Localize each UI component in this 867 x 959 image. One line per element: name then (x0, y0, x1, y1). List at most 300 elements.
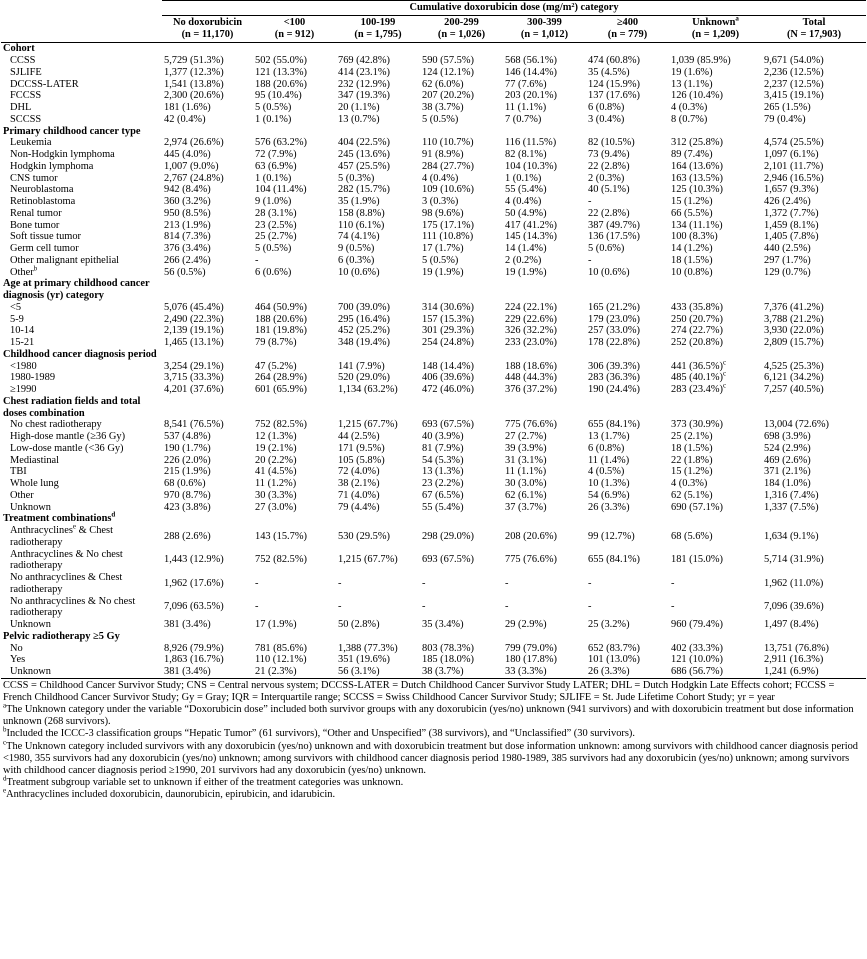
cell-value: 655 (84.1%) (588, 554, 640, 566)
table-cell (420, 267, 503, 279)
table-cell (762, 114, 866, 126)
table-cell (669, 161, 762, 173)
row-label-text: 1980-1989 (10, 372, 56, 384)
table-cell (253, 337, 336, 349)
table-cell (336, 384, 420, 396)
cell-value: 2,139 (19.1%) (164, 325, 224, 337)
table-cell (253, 314, 336, 326)
cell-value: 474 (60.8%) (588, 55, 640, 66)
table-cell (336, 466, 420, 478)
cell-value: 9 (1.0%) (255, 196, 292, 207)
column-header (762, 15, 866, 43)
table-cell (162, 220, 253, 232)
cell-value: 208 (20.6%) (505, 530, 557, 542)
empty-cell (503, 43, 586, 55)
cell-value: 226 (2.0%) (164, 454, 211, 466)
table-cell (336, 337, 420, 349)
table-cell (762, 55, 866, 67)
empty-cell (420, 631, 503, 643)
cell-value: 105 (5.8%) (338, 454, 385, 466)
table-cell (336, 90, 420, 102)
empty-cell (162, 631, 253, 643)
cell-value: 371 (2.1%) (764, 466, 811, 478)
cell-value: 799 (79.0%) (505, 642, 557, 654)
table-cell (162, 184, 253, 196)
cell-value: 2,974 (26.6%) (164, 137, 224, 149)
cell-value: 373 (30.9%) (671, 419, 723, 431)
cell-value: 33 (3.3%) (505, 666, 547, 677)
table-cell (420, 654, 503, 666)
row-label-text: Retinoblastoma (10, 196, 76, 207)
table-cell (420, 466, 503, 478)
cell-value: 148 (14.4%) (422, 360, 474, 372)
cell-value: 970 (8.7%) (164, 489, 211, 501)
table-cell (162, 255, 253, 267)
table-cell (503, 525, 586, 549)
cell-value: 282 (15.7%) (338, 184, 390, 196)
row-label (1, 572, 162, 596)
table-cell (586, 384, 669, 396)
cell-value: 136 (17.5%) (588, 231, 640, 243)
cell-value: 1,337 (7.5%) (764, 501, 819, 513)
table-cell (762, 67, 866, 79)
table-cell (162, 361, 253, 373)
column-header (420, 15, 503, 43)
table-cell (162, 243, 253, 255)
table-cell (586, 502, 669, 514)
empty-cell (420, 396, 503, 420)
cell-value: 4 (0.4%) (422, 172, 459, 184)
cell-value: 423 (3.8%) (164, 501, 211, 513)
cell-value: 38 (3.7%) (422, 102, 464, 113)
table-cell (162, 419, 253, 431)
cell-value: 4 (0.5%) (588, 466, 625, 478)
table-cell (586, 255, 669, 267)
cell-value: 207 (20.2%) (422, 90, 474, 102)
empty-cell (420, 278, 503, 302)
cell-value: 23 (2.5%) (255, 219, 297, 231)
cell-value: 181 (15.0%) (671, 554, 723, 566)
cell-value: 5 (0.3%) (338, 172, 375, 184)
cell-value: 3 (0.3%) (422, 196, 459, 207)
column-header (162, 15, 253, 43)
cell-value: 62 (6.1%) (505, 489, 547, 501)
table-cell (420, 255, 503, 267)
table-cell (586, 114, 669, 126)
table-row (1, 102, 866, 114)
table-cell (420, 302, 503, 314)
cell-value: 441 (36.5%) (671, 360, 723, 372)
cell-value: 12 (1.3%) (255, 431, 297, 442)
row-label-text: Hodgkin lymphoma (10, 160, 94, 172)
cell-value: 72 (4.0%) (338, 466, 380, 478)
table-cell (503, 443, 586, 455)
table-cell (503, 337, 586, 349)
footnote-text: The Unknown category included survivors with any doxorubicin (yes/no) unknown and with doxorubicin treatment but dose information unknown: among survivors with childhood cancer diagnosis period <1980, 355 survivors had any doxorubicin (yes/no) unknown; among survivors with childhood cancer diagnosis period 1980-1989, 385 survivors had any doxorubicin (yes/no) unknown; among survivors with childhood cancer diagnosis period ≥1990, 201 survivors had any doxorubicin (yes/no) unknown. (3, 740, 858, 776)
table-cell (253, 102, 336, 114)
cell-value: 752 (82.5%) (255, 419, 307, 431)
table-cell (420, 455, 503, 467)
section-row (1, 126, 866, 138)
row-label (1, 372, 162, 384)
cell-value: 537 (4.8%) (164, 431, 211, 442)
row-label-text: No anthracyclines & Chest radiotherapy (10, 572, 123, 595)
table-cell (503, 314, 586, 326)
table-cell (586, 161, 669, 173)
empty-cell (336, 278, 420, 302)
table-cell (503, 149, 586, 161)
table-cell (162, 549, 253, 573)
row-label-text: Age at primary childhood cancer diagnosis (yr) category (3, 278, 150, 301)
cell-value: 10 (0.6%) (338, 266, 380, 278)
cell-value: 7,096 (63.5%) (164, 601, 224, 613)
table-cell (420, 596, 503, 620)
row-label (1, 443, 162, 455)
cell-value: 2 (0.2%) (505, 254, 542, 266)
cell-value: 417 (41.2%) (505, 219, 557, 231)
footnote-marker: b (3, 725, 7, 734)
row-label-text: Unknown (10, 666, 51, 677)
cell-value: 3,788 (21.2%) (764, 313, 824, 325)
cell-value: 163 (13.5%) (671, 172, 723, 184)
table-cell (503, 654, 586, 666)
footnote-marker: a (3, 701, 7, 710)
cell-value: 29 (2.9%) (505, 619, 547, 630)
table-cell (420, 55, 503, 67)
table-row (1, 208, 866, 220)
table-cell (503, 666, 586, 678)
row-label-text: Cohort (3, 43, 35, 55)
table-cell (586, 325, 669, 337)
cell-value: 89 (7.4%) (671, 149, 713, 160)
table-cell (162, 196, 253, 208)
cell-value: 15 (1.2%) (671, 196, 713, 207)
cell-value: 2,300 (20.6%) (164, 90, 224, 102)
table-cell (503, 173, 586, 185)
cell-value: 19 (1.9%) (505, 266, 547, 278)
cell-value: 190 (1.7%) (164, 442, 211, 454)
cell-value: 752 (82.5%) (255, 554, 307, 566)
cell-value: 5,729 (51.3%) (164, 55, 224, 66)
cell-value: 17 (1.9%) (255, 619, 297, 630)
cell-value: 99 (12.7%) (588, 530, 635, 542)
table-cell (503, 55, 586, 67)
cell-value: 3,930 (22.0%) (764, 325, 824, 337)
table-cell (503, 184, 586, 196)
cell-value: 35 (1.9%) (338, 196, 380, 207)
cell-value: 79 (0.4%) (764, 113, 806, 125)
empty-cell (762, 396, 866, 420)
table-cell (586, 455, 669, 467)
table-cell (669, 267, 762, 279)
cell-value: - (505, 577, 509, 589)
table-cell (162, 79, 253, 91)
table-row (1, 184, 866, 196)
cell-value: 306 (39.3%) (588, 360, 640, 372)
cell-value: 381 (3.4%) (164, 666, 211, 677)
row-label (1, 184, 162, 196)
table-cell (336, 314, 420, 326)
footnote-text: CCSS = Childhood Cancer Survivor Study; CNS = Central nervous system; DCCSS-LATER = Dutch Childhood Cancer Survivor Study LATER; DHL = Dutch Hodgkin Late Effects cohort; FCCSS = French Childhood Cancer Survivor Study; Gy = Gray; IQR = Interquartile range; SCCSS = Swiss Childhood Cancer Survivor Study; SJLIFE = St. Jude Lifetime Cohort Study; yr = year (3, 679, 835, 703)
cell-value: 1,497 (8.4%) (764, 619, 819, 630)
cell-value: 245 (13.6%) (338, 149, 390, 160)
cell-value: 283 (36.3%) (588, 372, 640, 384)
table-cell (253, 502, 336, 514)
table-cell (669, 196, 762, 208)
cell-value: 11 (1.2%) (255, 478, 297, 489)
table-cell (669, 619, 762, 631)
table-cell (503, 114, 586, 126)
cell-value: 109 (10.6%) (422, 184, 474, 196)
cell-value: 145 (14.3%) (505, 231, 557, 243)
cell-value: 6 (0.8%) (588, 442, 625, 454)
cell-value: 110 (6.1%) (338, 219, 385, 231)
cell-value: 17 (1.7%) (422, 243, 464, 254)
row-label (1, 243, 162, 255)
row-label-text: Leukemia (10, 137, 52, 149)
section-label (1, 43, 162, 55)
table-cell (503, 466, 586, 478)
cell-value: 74 (4.1%) (338, 231, 380, 243)
column-header-name: 300-399 (527, 16, 562, 28)
cell-value: 520 (29.0%) (338, 372, 390, 384)
table-cell (336, 302, 420, 314)
cell-value: 146 (14.4%) (505, 66, 557, 78)
table-cell (162, 302, 253, 314)
empty-cell (762, 349, 866, 361)
cell-value: 215 (1.9%) (164, 466, 211, 478)
table-cell (336, 196, 420, 208)
table-cell (420, 149, 503, 161)
table-row (1, 619, 866, 631)
cell-value: 1,863 (16.7%) (164, 654, 224, 666)
table-cell (162, 231, 253, 243)
table-row (1, 90, 866, 102)
table-cell (669, 255, 762, 267)
table-cell (162, 619, 253, 631)
table-cell (420, 184, 503, 196)
cell-value: 188 (18.6%) (505, 360, 557, 372)
table-cell (336, 267, 420, 279)
column-header-name: Total (802, 16, 826, 28)
row-label-text: Pelvic radiotherapy ≥5 Gy (3, 630, 120, 642)
cell-value: 179 (23.0%) (588, 313, 640, 325)
header-blank (1, 1, 162, 16)
cell-value: 68 (0.6%) (164, 478, 206, 489)
empty-cell (253, 513, 336, 525)
cell-value: 5 (0.5%) (255, 102, 292, 113)
cell-value: 39 (3.9%) (505, 442, 547, 454)
cell-value: 5 (0.6%) (588, 243, 625, 254)
table-cell (762, 314, 866, 326)
row-label (1, 619, 162, 631)
cell-value: 5 (0.5%) (422, 254, 459, 266)
table-cell (586, 337, 669, 349)
empty-cell (253, 631, 336, 643)
column-header-n: (N = 17,903) (786, 28, 842, 40)
table-cell (336, 419, 420, 431)
table-cell (253, 196, 336, 208)
cell-value: 175 (17.1%) (422, 219, 474, 231)
table-cell (669, 137, 762, 149)
column-header (503, 15, 586, 43)
table-cell (420, 431, 503, 443)
table-cell (253, 431, 336, 443)
table-cell (762, 302, 866, 314)
footnote-marker: c (722, 381, 727, 390)
cell-value: 7,257 (40.5%) (764, 384, 824, 395)
cell-value: 126 (10.4%) (671, 90, 723, 102)
row-label-text: Unknown (10, 501, 51, 513)
cell-value: 233 (23.0%) (505, 337, 557, 348)
cell-value: 98 (9.6%) (422, 207, 464, 219)
section-row (1, 43, 866, 55)
table-row (1, 372, 866, 384)
row-label-text: Bone tumor (10, 219, 60, 231)
cell-value: 960 (79.4%) (671, 619, 723, 630)
table-cell (162, 596, 253, 620)
cell-value: 5,076 (45.4%) (164, 301, 224, 313)
cell-value: 23 (2.2%) (422, 478, 464, 489)
table-cell (762, 208, 866, 220)
table-row (1, 243, 866, 255)
table-cell (162, 384, 253, 396)
table-cell (762, 325, 866, 337)
table-cell (162, 137, 253, 149)
table-cell (586, 466, 669, 478)
empty-cell (762, 631, 866, 643)
table-cell (669, 208, 762, 220)
table-cell (503, 431, 586, 443)
row-label-text: Renal tumor (10, 207, 62, 219)
cell-value: 8,541 (76.5%) (164, 419, 224, 431)
table-cell (253, 372, 336, 384)
table-cell (420, 419, 503, 431)
table-cell (162, 208, 253, 220)
table-cell (586, 419, 669, 431)
table-cell (762, 255, 866, 267)
table-cell (503, 208, 586, 220)
table-cell (420, 161, 503, 173)
cell-value: 10 (0.8%) (671, 266, 713, 278)
cell-value: 693 (67.5%) (422, 419, 474, 431)
cell-value: 2,767 (24.8%) (164, 172, 224, 184)
table-cell (253, 643, 336, 655)
row-label (1, 208, 162, 220)
column-header-n: (n = 1,209) (691, 28, 740, 40)
table-cell (336, 220, 420, 232)
row-label (1, 337, 162, 349)
table-cell (420, 79, 503, 91)
table-cell (162, 502, 253, 514)
cell-value: 224 (22.1%) (505, 301, 557, 313)
cell-value: 5 (0.5%) (255, 243, 292, 254)
column-group-title: Cumulative doxorubicin dose (mg/m²) category (162, 1, 866, 16)
table-cell (503, 643, 586, 655)
empty-cell (253, 126, 336, 138)
empty-cell (420, 513, 503, 525)
cell-value: 1,388 (77.3%) (338, 642, 398, 654)
table-cell (336, 666, 420, 678)
cell-value: 8,926 (79.9%) (164, 642, 224, 654)
cell-value: - (588, 254, 592, 266)
cell-value: 4,201 (37.6%) (164, 384, 224, 395)
cell-value: 18 (1.5%) (671, 254, 713, 266)
table-row (1, 666, 866, 678)
cell-value: 42 (0.4%) (164, 113, 206, 125)
empty-cell (253, 349, 336, 361)
table-cell (669, 572, 762, 596)
cell-value: 314 (30.6%) (422, 301, 474, 313)
empty-cell (762, 278, 866, 302)
table-cell (162, 466, 253, 478)
table-cell (420, 114, 503, 126)
row-label (1, 502, 162, 514)
cell-value: 81 (7.9%) (422, 442, 464, 454)
table-cell (669, 90, 762, 102)
table-cell (162, 431, 253, 443)
row-label-text: Non-Hodgkin lymphoma (10, 149, 115, 160)
empty-cell (669, 278, 762, 302)
cell-value: - (588, 577, 592, 589)
footnote-marker: b (33, 264, 38, 273)
table-cell (762, 184, 866, 196)
cell-value: 185 (18.0%) (422, 654, 474, 666)
cell-value: 26 (3.3%) (588, 501, 630, 513)
table-cell (503, 549, 586, 573)
table-cell (669, 431, 762, 443)
table-cell (336, 502, 420, 514)
footnote-text: Treatment subgroup variable set to unknown if either of the treatment categories was unknown. (6, 777, 404, 789)
cell-value: 530 (29.5%) (338, 530, 390, 542)
column-header-n: (n = 1,026) (437, 28, 486, 40)
row-label-text: Germ cell tumor (10, 243, 79, 254)
column-header (586, 15, 669, 43)
cell-value: 50 (4.9%) (505, 207, 547, 219)
cell-value: 360 (3.2%) (164, 196, 211, 207)
table-cell (586, 102, 669, 114)
empty-cell (586, 349, 669, 361)
cell-value: 134 (11.1%) (671, 219, 723, 231)
row-label (1, 196, 162, 208)
table-cell (162, 314, 253, 326)
cell-value: 19 (1.6%) (671, 66, 713, 78)
table-cell (420, 67, 503, 79)
table-cell (253, 184, 336, 196)
cell-value: 9,671 (54.0%) (764, 55, 824, 66)
table-cell (669, 114, 762, 126)
column-header-name: No doxorubicin (173, 16, 242, 28)
table-cell (762, 478, 866, 490)
footnote-marker: e (3, 786, 7, 795)
footnote (3, 738, 864, 778)
cell-value: 62 (6.0%) (422, 78, 464, 90)
empty-cell (162, 513, 253, 525)
cell-value: 55 (5.4%) (422, 501, 464, 513)
cell-value: 9 (0.5%) (338, 243, 375, 254)
cell-value: 4 (0.4%) (505, 196, 542, 207)
cell-value: 601 (65.9%) (255, 384, 307, 395)
table-cell (586, 549, 669, 573)
table-cell (162, 666, 253, 678)
table-cell (253, 208, 336, 220)
cell-value: 232 (12.9%) (338, 78, 390, 90)
cell-value: 3,715 (33.3%) (164, 372, 224, 384)
table-cell (253, 419, 336, 431)
table-cell (162, 643, 253, 655)
table-cell (762, 643, 866, 655)
row-label-text: Other (10, 489, 34, 501)
